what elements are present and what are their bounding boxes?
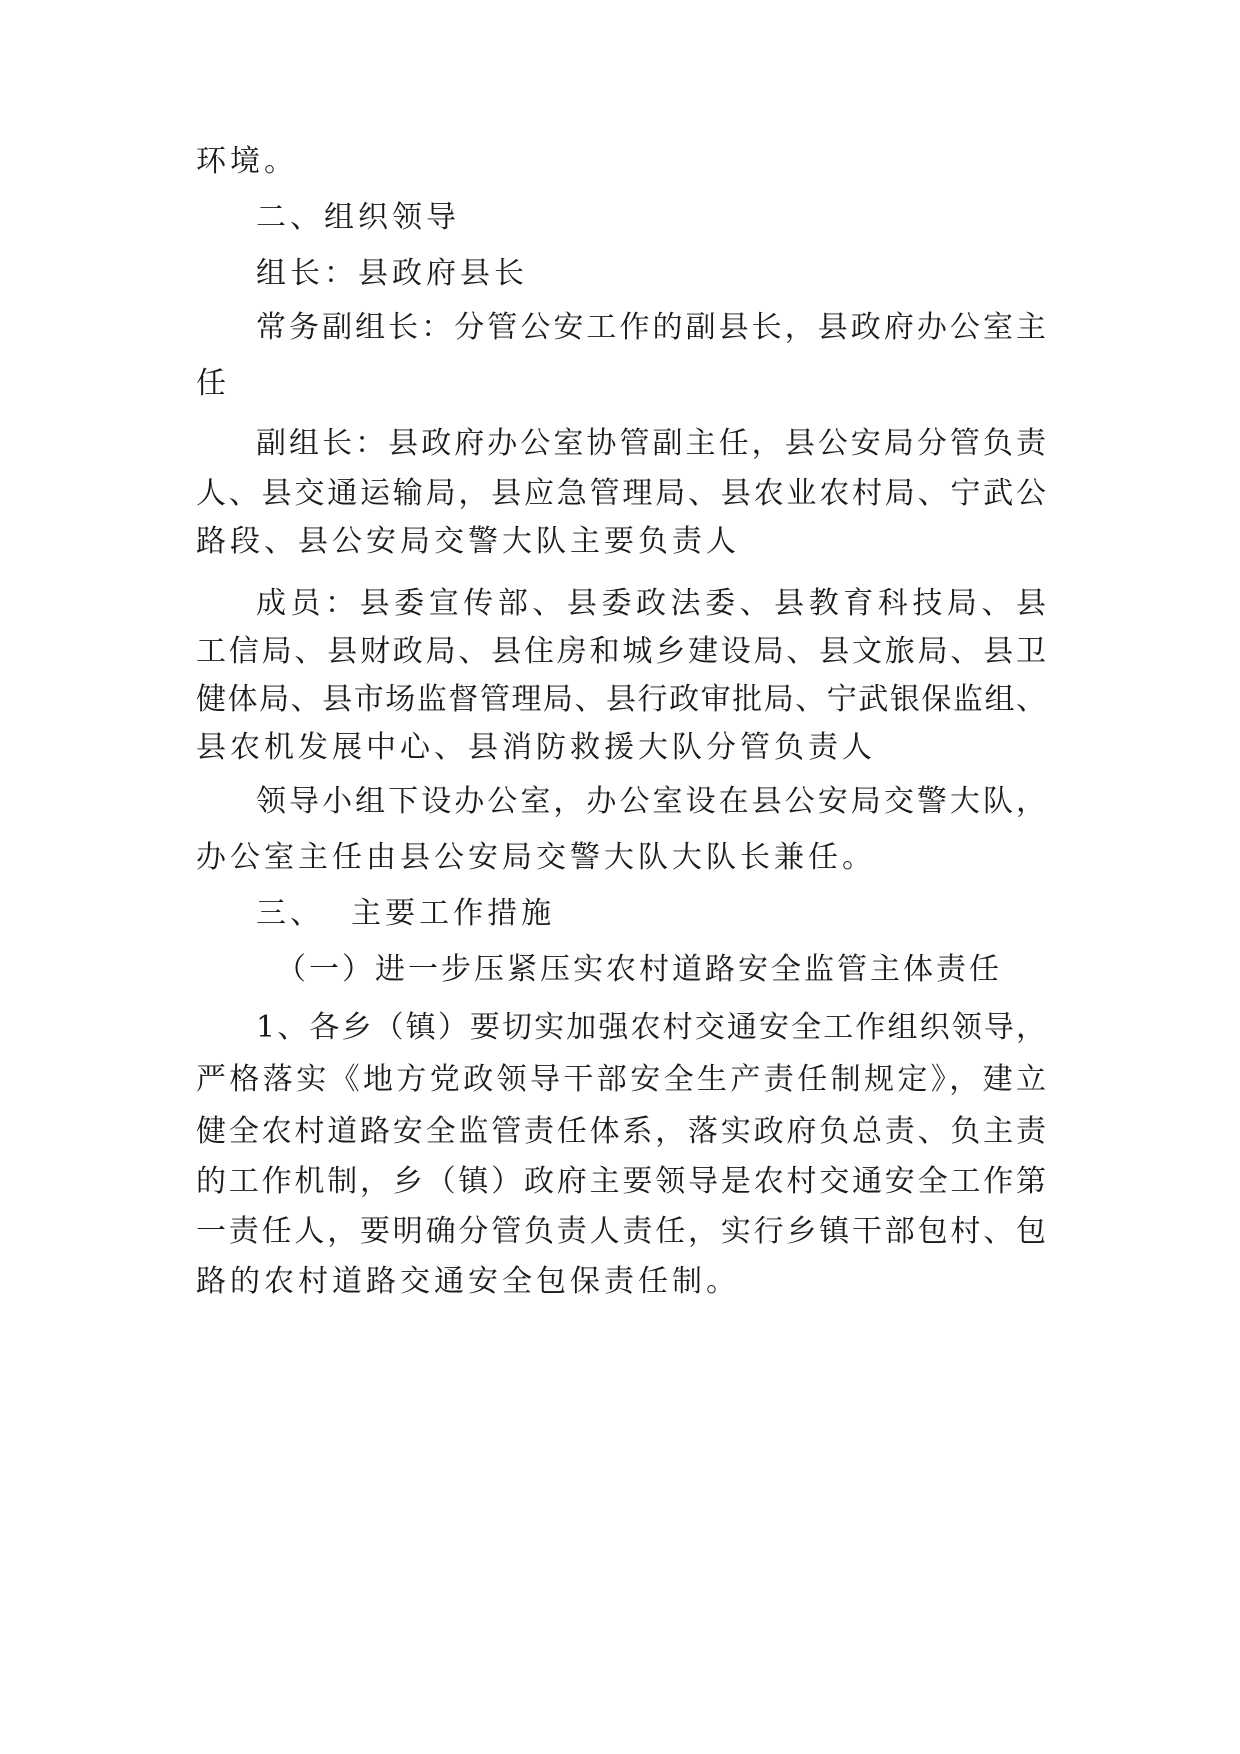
paragraph-line: 的工作机制，乡（镇）政府主要领导是农村交通安全工作第	[196, 1164, 1046, 1199]
section-heading: 三、 主要工作措施	[256, 896, 556, 931]
paragraph-line: 副组长：县政府办公室协管副主任，县公安局分管负责	[256, 426, 1046, 461]
paragraph-line: 工信局、县财政局、县住房和城乡建设局、县文旅局、县卫	[196, 634, 1046, 669]
paragraph-line: 路段、县公安局交警大队主要负责人	[196, 524, 740, 559]
paragraph-line: 严格落实《地方党政领导干部安全生产责任制规定》，建立	[196, 1062, 1046, 1097]
paragraph-line: 办公室主任由县公安局交警大队大队长兼任。	[196, 840, 876, 875]
paragraph-line: 一责任人，要明确分管负责人责任，实行乡镇干部包村、包	[196, 1214, 1046, 1249]
paragraph-line: 成员：县委宣传部、县委政法委、县教育科技局、县	[256, 586, 1046, 621]
paragraph-line: 环境。	[196, 144, 298, 179]
paragraph-line: 常务副组长：分管公安工作的副县长，县政府办公室主	[256, 310, 1046, 345]
subsection-heading: （一）进一步压紧压实农村道路安全监管主体责任	[276, 952, 1002, 987]
paragraph-line: 组长：县政府县长	[256, 256, 528, 291]
paragraph-line: 任	[196, 366, 230, 401]
paragraph-line: 健全农村道路安全监管责任体系，落实政府负总责、负主责	[196, 1114, 1046, 1149]
paragraph-line: 路的农村道路交通安全包保责任制。	[196, 1264, 740, 1299]
section-heading: 二、组织领导	[256, 200, 460, 235]
paragraph-line: 健体局、县市场监督管理局、县行政审批局、宁武银保监组、	[196, 682, 1046, 717]
paragraph-line: 1、各乡（镇）要切实加强农村交通安全工作组织领导，	[256, 1010, 1046, 1045]
paragraph-line: 人、县交通运输局，县应急管理局、县农业农村局、宁武公	[196, 476, 1046, 511]
paragraph-line: 领导小组下设办公室，办公室设在县公安局交警大队，	[256, 784, 1046, 819]
paragraph-line: 县农机发展中心、县消防救援大队分管负责人	[196, 730, 876, 765]
